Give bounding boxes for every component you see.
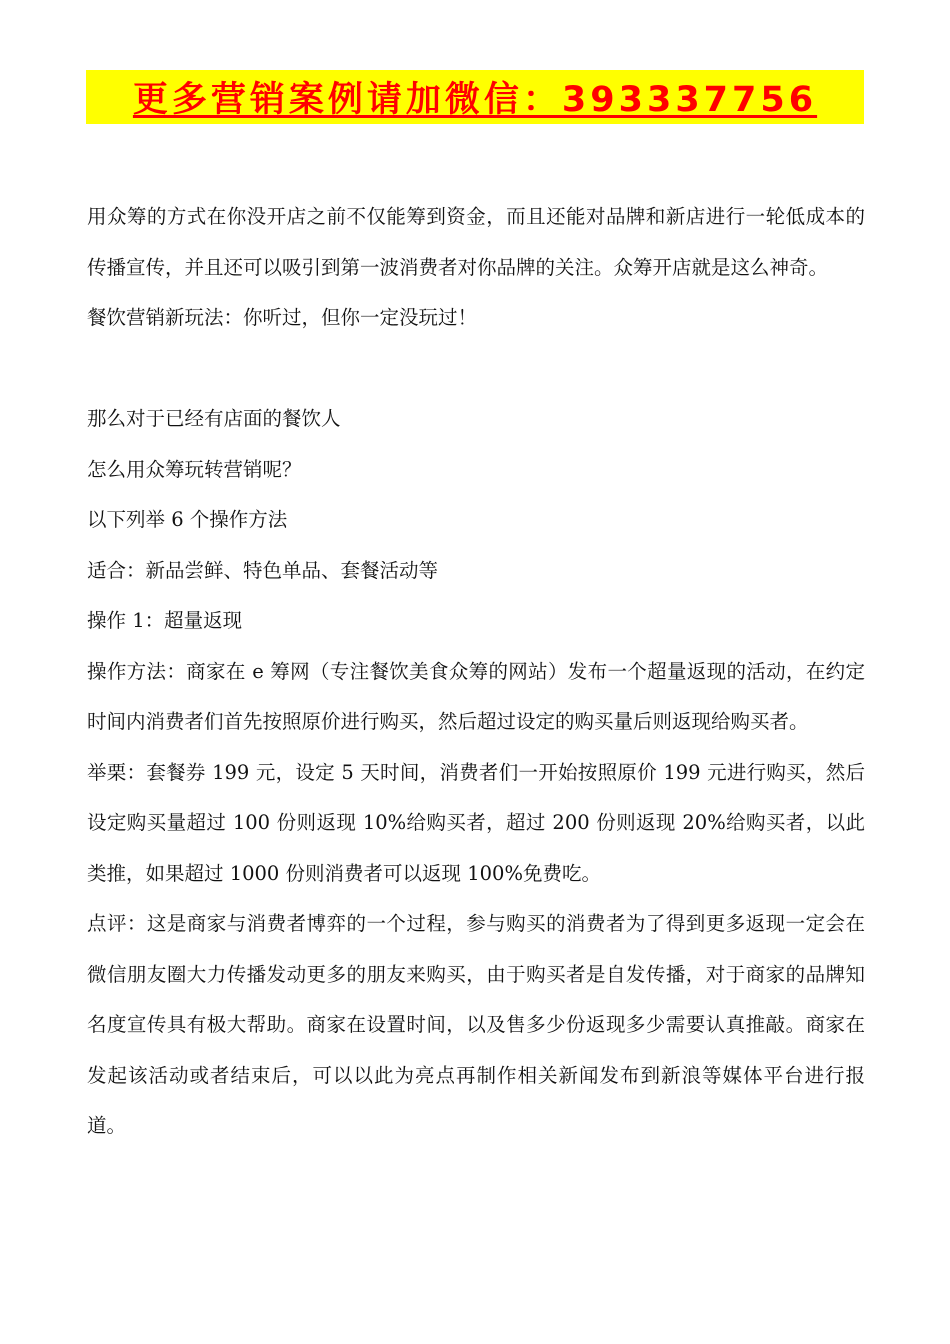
example-paragraph: 举栗：套餐券 199 元，设定 5 天时间，消费者们一开始按照原价 199 元进行购买，然后设定购买量超过 100 份则返现 10%给购买者，超过 200 份则返现 20%给购买者，以此类推，如果超过 1000 份则消费者可以返现 100%免费吃。: [87, 760, 865, 885]
operation-title: 操作 1：超量返现: [87, 609, 243, 632]
commentary-paragraph: 点评：这是商家与消费者博弈的一个过程，参与购买的消费者为了得到更多返现一定会在微信朋友圈大力传播发动更多的朋友来购买，由于购买者是自发传播，对于商家的品牌知名度宣传具有极大帮助。商家在设置时间，以及售多少份返现多少需要认真推敲。商家在发起该活动或者结束后，可以以此为亮点再制作相关新闻发布到新浪等媒体平台进行报道。: [87, 912, 865, 1137]
list-intro: 以下列举 6 个操作方法: [87, 508, 288, 531]
intro-paragraph: 用众筹的方式在你没开店之前不仅能筹到资金，而且还能对品牌和新店进行一轮低成本的传播宣传，并且还可以吸引到第一波消费者对你品牌的关注。众筹开店就是这么神奇。: [87, 205, 865, 279]
operation-method: 操作方法：商家在 e 筹网（专注餐饮美食众筹的网站）发布一个超量返现的活动，在约定时间内消费者们首先按照原价进行购买，然后超过设定的购买量后则返现给购买者。: [87, 659, 865, 733]
question-line-1: 那么对于已经有店面的餐饮人: [87, 407, 341, 430]
wechat-promo-banner: [86, 70, 864, 124]
banner-text: 更多营销案例请加微信：393337756: [132, 80, 818, 120]
question-line-2: 怎么用众筹玩转营销呢？: [87, 457, 302, 481]
blank-line: [87, 344, 865, 395]
suitable-for: 适合：新品尝鲜、特色单品、套餐活动等: [87, 558, 439, 582]
article-body: [87, 192, 865, 1152]
section-heading: 餐饮营销新玩法：你听过，但你一定没玩过！: [87, 306, 478, 329]
